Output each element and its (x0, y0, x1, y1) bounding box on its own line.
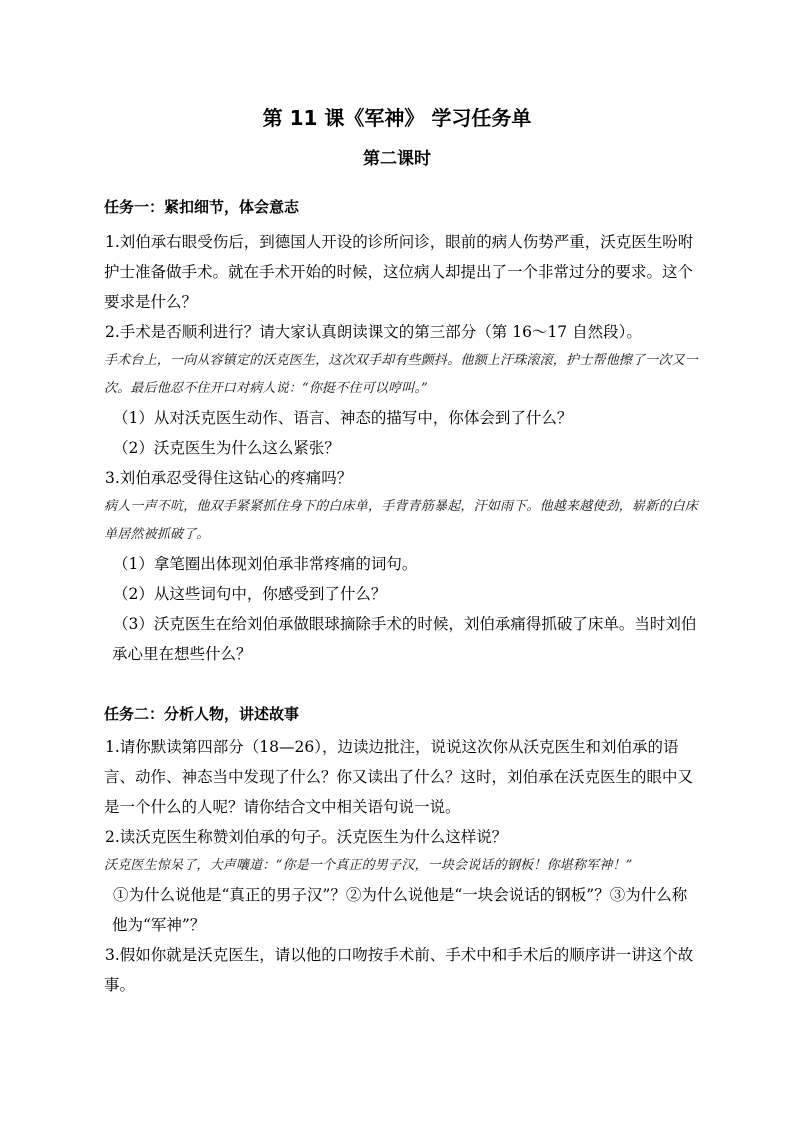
task2-quote-1: 沃克医生惊呆了，大声嚷道：“你是一个真正的男子汉，一块会说话的钢板！你堪称军神！” (104, 858, 633, 873)
page-title: 第 11 课《军神》 学习任务单 (262, 106, 532, 130)
task1-heading: 任务一：紧扣细节，体会意志 (104, 198, 300, 216)
task1-question-3a: （1）拿笔圈出体现刘伯承非常疼痛的词句。 (113, 555, 418, 573)
task1-section (104, 195, 700, 669)
task1-question-3: 3.刘伯承忍受得住这钻心的疼痛吗？ (105, 469, 353, 487)
task1-question-3b: （2）从这些词句中，你感受到了什么？ (113, 585, 387, 603)
task1-quote-2: 病人一声不吭，他双手紧紧抓住身下的白床单，手背青筋暴起，汗如雨下。他越来越使劲，崭新的白床单居然被抓破了。 (104, 499, 699, 542)
task2-section (104, 702, 700, 1000)
task2-question-1: 1.请你默读第四部分（18—26），边读边批注，说说这次你从沃克医生和刘伯承的语言、动作、神态当中发现了什么？你又读出了什么？这时，刘伯承在沃克医生的眼中又是一个什么的人呢？请你结合文中相关语句说一说。 (104, 738, 694, 816)
task1-question-2: 2.手术是否顺利进行？请大家认真朗读课文的第三部分（第 16～17 自然段）。 (105, 323, 642, 341)
task1-quote-1: 手术台上，一向从容镇定的沃克医生，这次双手却有些颤抖。他额上汗珠滚滚，护士帮他擦了一次又一次。最后他忍不住开口对病人说：“你挺不住可以哼叫。” (104, 353, 699, 396)
task2-question-2: 2.读沃克医生称赞刘伯承的句子。沃克医生为什么这样说？ (105, 828, 508, 846)
page-subtitle: 第二课时 (363, 149, 431, 169)
task1-question-2b: （2）沃克医生为什么这么紧张？ (113, 439, 340, 457)
task2-heading: 任务二：分析人物，讲述故事 (104, 705, 300, 723)
task1-question-2a: （1）从对沃克医生动作、语言、神态的描写中，你体会到了什么？ (113, 409, 573, 427)
task2-question-3: 3.假如你就是沃克医生，请以他的口吻按手术前、手术中和手术后的顺序讲一讲这个故事。 (104, 946, 694, 994)
task2-question-2-sub: ①为什么说他是“真正的男子汉”？②为什么说他是“一块会说话的钢板”？③为什么称他为“军神”？ (112, 886, 688, 934)
task1-question-1: 1.刘伯承右眼受伤后，到德国人开设的诊所问诊，眼前的病人伤势严重，沃克医生吩咐护士准备做手术。就在手术开始的时候，这位病人却提出了一个非常过分的要求。这个要求是什么？ (104, 233, 694, 311)
task1-question-3c: （3）沃克医生在给刘伯承做眼球摘除手术的时候，刘伯承痛得抓破了床单。当时刘伯承心里在想些什么？ (112, 615, 697, 663)
